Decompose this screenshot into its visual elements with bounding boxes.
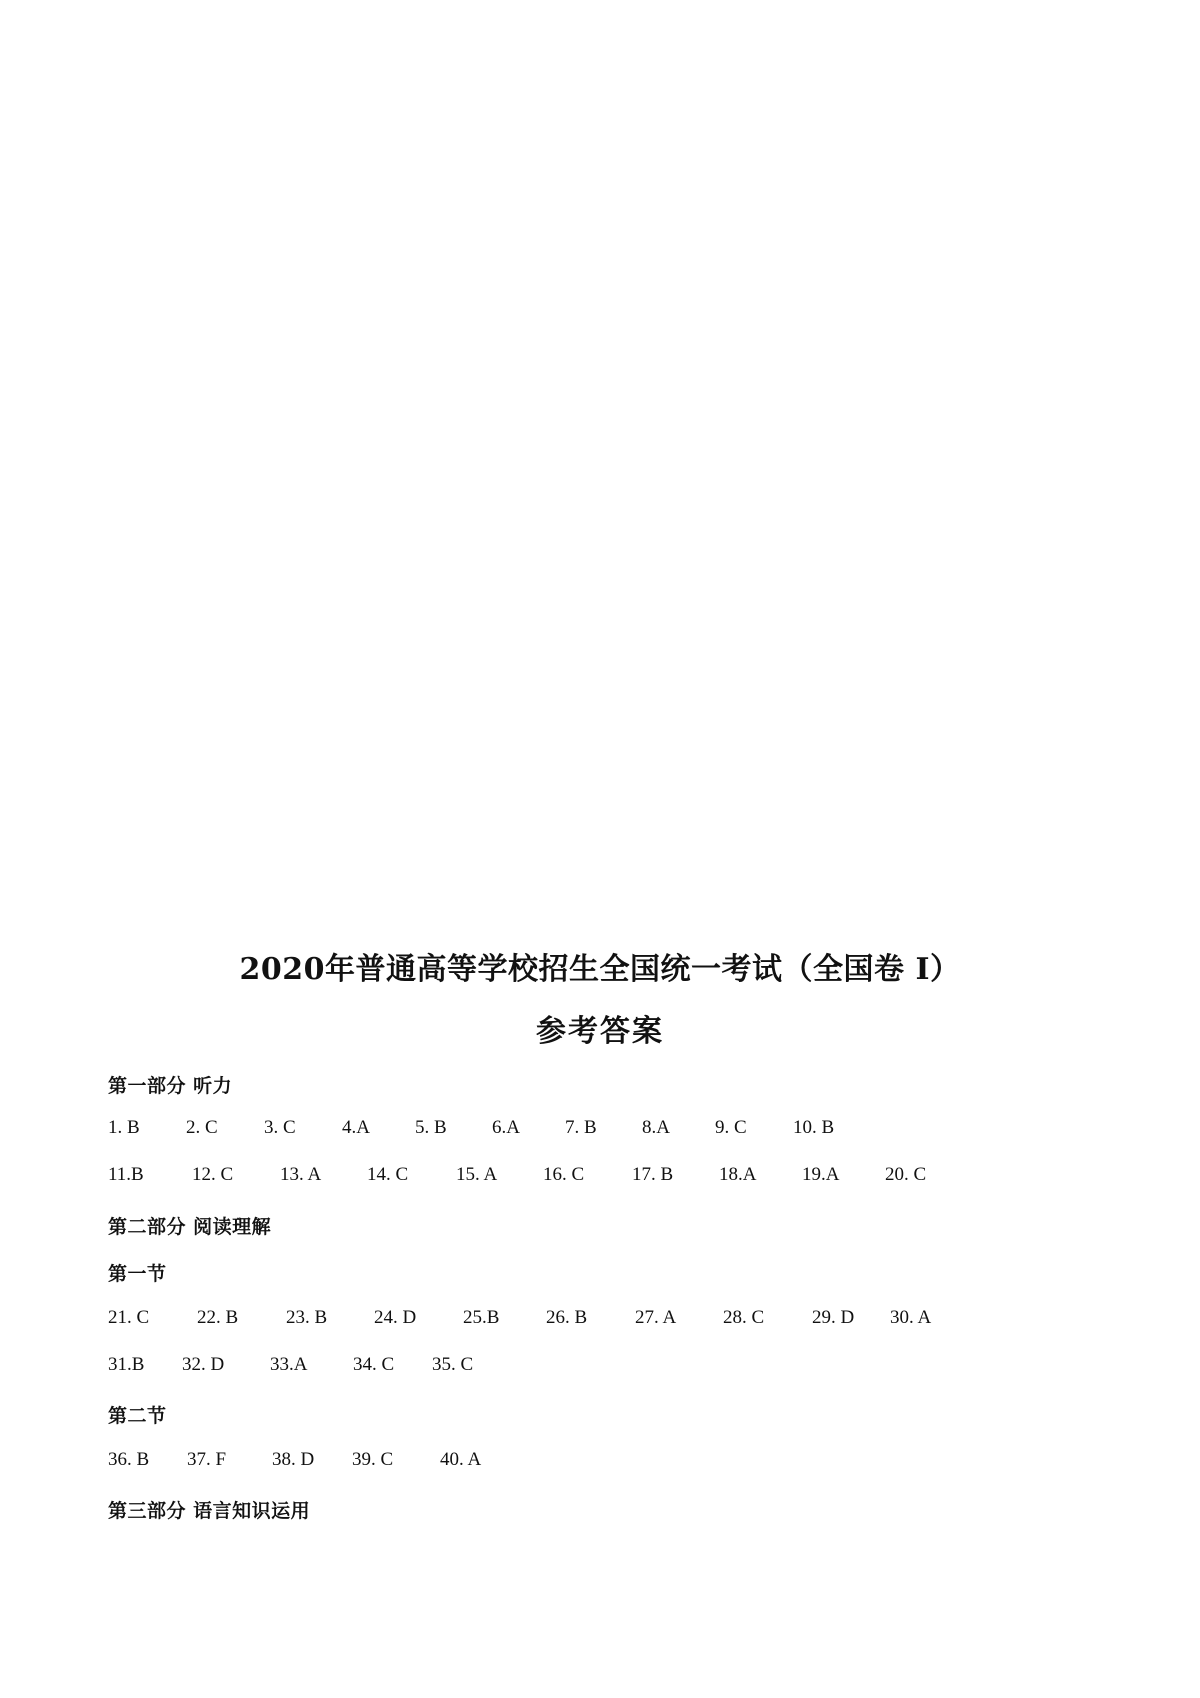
answer-item: 27. A: [635, 1307, 677, 1328]
answer-item: 40. A: [440, 1449, 482, 1470]
section-heading-part2-section2: 第二节: [108, 1405, 167, 1427]
answer-item: 10. B: [793, 1117, 835, 1138]
answer-item: 19.A: [802, 1164, 840, 1185]
answer-item: 8.A: [642, 1117, 670, 1138]
page-title: 2020年普通高等学校招生全国统一考试（全国卷 I）: [239, 952, 961, 987]
answer-item: 6.A: [492, 1117, 520, 1138]
answer-row-3: [0, 1307, 1200, 1333]
answer-item: 28. C: [723, 1307, 765, 1328]
answer-row-1: [0, 1117, 1200, 1143]
page-subtitle: 参考答案: [536, 1014, 664, 1049]
section-heading-part2: 第二部分 阅读理解: [108, 1216, 272, 1238]
answer-item: 35. C: [432, 1354, 474, 1375]
section-heading-part2-section1: 第一节: [108, 1263, 167, 1285]
answer-item: 25.B: [463, 1307, 500, 1328]
answer-item: 39. C: [352, 1449, 394, 1470]
answer-item: 37. F: [187, 1449, 227, 1470]
answer-item: 13. A: [280, 1164, 322, 1185]
answer-item: 1. B: [108, 1117, 140, 1138]
answer-item: 36. B: [108, 1449, 150, 1470]
answer-item: 12. C: [192, 1164, 234, 1185]
answer-item: 3. C: [264, 1117, 296, 1138]
answer-item: 34. C: [353, 1354, 395, 1375]
answer-row-4: [0, 1354, 1200, 1380]
answer-row-5: [0, 1449, 1200, 1475]
answer-item: 22. B: [197, 1307, 239, 1328]
section-heading-part1: 第一部分 听力: [108, 1075, 233, 1097]
answer-item: 24. D: [374, 1307, 417, 1328]
answer-item: 2. C: [186, 1117, 218, 1138]
answer-item: 4.A: [342, 1117, 370, 1138]
answer-item: 7. B: [565, 1117, 597, 1138]
answer-item: 31.B: [108, 1354, 145, 1375]
answer-item: 9. C: [715, 1117, 747, 1138]
answer-item: 18.A: [719, 1164, 757, 1185]
answer-item: 26. B: [546, 1307, 588, 1328]
answer-item: 14. C: [367, 1164, 409, 1185]
answer-item: 30. A: [890, 1307, 932, 1328]
answer-item: 29. D: [812, 1307, 855, 1328]
answer-item: 5. B: [415, 1117, 447, 1138]
answer-row-2: [0, 1164, 1200, 1190]
answer-item: 20. C: [885, 1164, 927, 1185]
answer-item: 17. B: [632, 1164, 674, 1185]
answer-item: 16. C: [543, 1164, 585, 1185]
answer-item: 21. C: [108, 1307, 150, 1328]
answer-item: 15. A: [456, 1164, 498, 1185]
answer-item: 38. D: [272, 1449, 315, 1470]
answer-item: 33.A: [270, 1354, 308, 1375]
section-heading-part3: 第三部分 语言知识运用: [108, 1500, 311, 1522]
answer-item: 11.B: [108, 1164, 144, 1185]
answer-item: 23. B: [286, 1307, 328, 1328]
answer-item: 32. D: [182, 1354, 225, 1375]
